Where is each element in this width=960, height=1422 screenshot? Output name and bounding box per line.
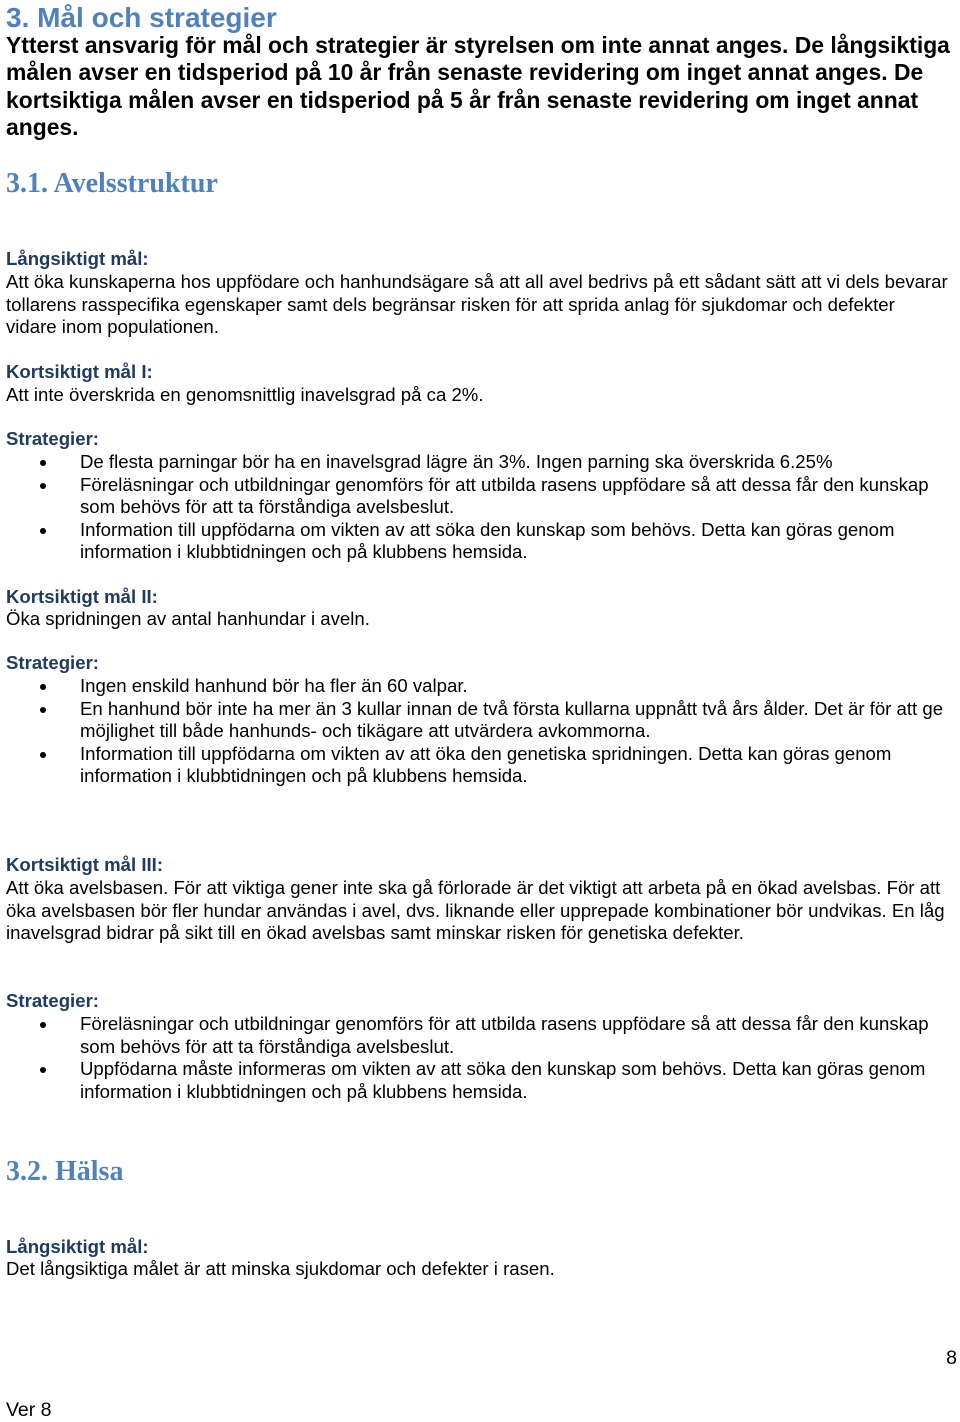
short-term-goal-2-text [6,608,370,631]
strategy-text: information i klubbtidningen och på klubbens hemsida. [80,541,528,562]
section-heading-halsa: 3.2. Hälsa [6,1156,124,1187]
strategies-3-label: Strategier: [6,990,99,1011]
chapter-heading: 3. Mål och strategier [6,2,277,33]
bullet-icon [40,684,46,690]
section-heading-avelsstruktur: 3.1. Avelsstruktur [6,168,218,199]
text-line: Öka spridningen av antal hanhundar i aveln. [6,608,370,629]
text-line: inavelsgrad bidrar på sikt till en ökad avelsbas samt minskar risken för genetiska defekter. [6,922,744,943]
halsa-long-term-goal-label: Långsiktigt mål: [6,1236,149,1257]
text-line: Att öka kunskaperna hos uppfödare och hanhundsägare så att all avel bedrivs på ett sådant sätt att vi dels bevarar [6,271,948,292]
strategy-item [6,675,943,698]
short-term-goal-1-label: Kortsiktigt mål I: [6,361,153,382]
strategy-text: som behövs för att ta förståndiga avelsbeslut. [80,496,455,517]
strategies-1-list [6,451,929,564]
strategy-text: information i klubbtidningen och på klubbens hemsida. [80,1080,528,1102]
version-label: Ver 8 [6,1399,52,1421]
long-term-goal-text [6,271,948,339]
strategy-text: Information till uppfödarna om vikten av att öka den genetiska spridningen. Detta kan göras genom [80,742,892,764]
strategy-item [6,519,929,564]
strategy-item [6,474,929,519]
intro-line: Ytterst ansvarig för mål och strategier är styrelsen om inte annat anges. De långsiktiga [6,32,950,58]
strategy-item [6,1058,929,1103]
bullet-icon [40,483,46,489]
strategies-2-list [6,675,943,788]
bullet-icon [40,707,46,713]
strategy-text: De flesta parningar bör ha en inavelsgrad lägre än 3%. Ingen parning ska överskrida 6.25% [80,451,833,472]
strategy-text: En hanhund bör inte ha mer än 3 kullar innan de två första kullarna uppnått två års ålder. Det är för att ge [80,697,944,719]
short-term-goal-2-label: Kortsiktigt mål II: [6,586,158,607]
short-term-goal-1-text [6,384,484,407]
text-line: Det långsiktiga målet är att minska sjukdomar och defekter i rasen. [6,1258,555,1279]
strategy-item [6,698,943,743]
strategies-2-label: Strategier: [6,652,99,673]
strategies-3-list [6,1013,929,1103]
strategy-text: information i klubbtidningen och på klubbens hemsida. [80,765,528,786]
text-line: öka avelsbasen bör fler hundar användas i avel, dvs. liknande eller upprepade kombinationer bör undvikas. En låg [6,899,945,921]
short-term-goal-3-label: Kortsiktigt mål III: [6,854,164,875]
bullet-icon [40,1022,46,1028]
strategy-item [6,743,943,788]
bullet-icon [40,460,46,466]
strategy-item [6,451,929,474]
intro-line: anges. [6,113,79,140]
strategy-text: Föreläsningar och utbildningar genomförs för att utbilda rasens uppfödare så att dessa får den kunskap [80,473,929,495]
halsa-long-term-goal-text [6,1258,555,1281]
long-term-goal-label: Långsiktigt mål: [6,248,149,269]
strategy-text: Information till uppfödarna om vikten av att söka den kunskap som behövs. Detta kan göras genom [80,518,895,540]
text-line: Att inte överskrida en genomsnittlig inavelsgrad på ca 2%. [6,384,484,405]
strategy-text: möjlighet till både hanhunds- och tikägare att utvärdera avkommorna. [80,720,651,741]
intro-line: målen avser en tidsperiod på 10 år från senaste revidering om inget annat anges. De [6,59,924,86]
bullet-icon [40,752,46,758]
strategy-text: Föreläsningar och utbildningar genomförs för att utbilda rasens uppfödare så att dessa får den kunskap [80,1013,929,1034]
intro-paragraph [6,32,950,141]
text-line: Att öka avelsbasen. För att viktiga gener inte ska gå förlorade är det viktigt att arbeta på en ökad avelsbas. För att [6,877,941,898]
strategy-text: Ingen enskild hanhund bör ha fler än 60 valpar. [80,675,468,696]
text-line: tollarens rasspecifika egenskaper samt dels begränsar risken för att sprida anlag för sjukdomar och defekter [6,293,895,315]
bullet-icon [40,1067,46,1073]
bullet-icon [40,528,46,534]
page-number: 8 [946,1347,957,1369]
short-term-goal-3-text [6,877,945,945]
text-line: vidare inom populationen. [6,316,219,337]
strategy-text: Uppfödarna måste informeras om vikten av att söka den kunskap som behövs. Detta kan göras genom [80,1058,926,1079]
strategy-item [6,1013,929,1058]
strategy-text: som behövs för att ta förståndiga avelsbeslut. [80,1035,455,1057]
intro-line: kortsiktiga målen avser en tidsperiod på 5 år från senaste revidering om inget annat [6,86,919,113]
strategies-1-label: Strategier: [6,428,99,449]
